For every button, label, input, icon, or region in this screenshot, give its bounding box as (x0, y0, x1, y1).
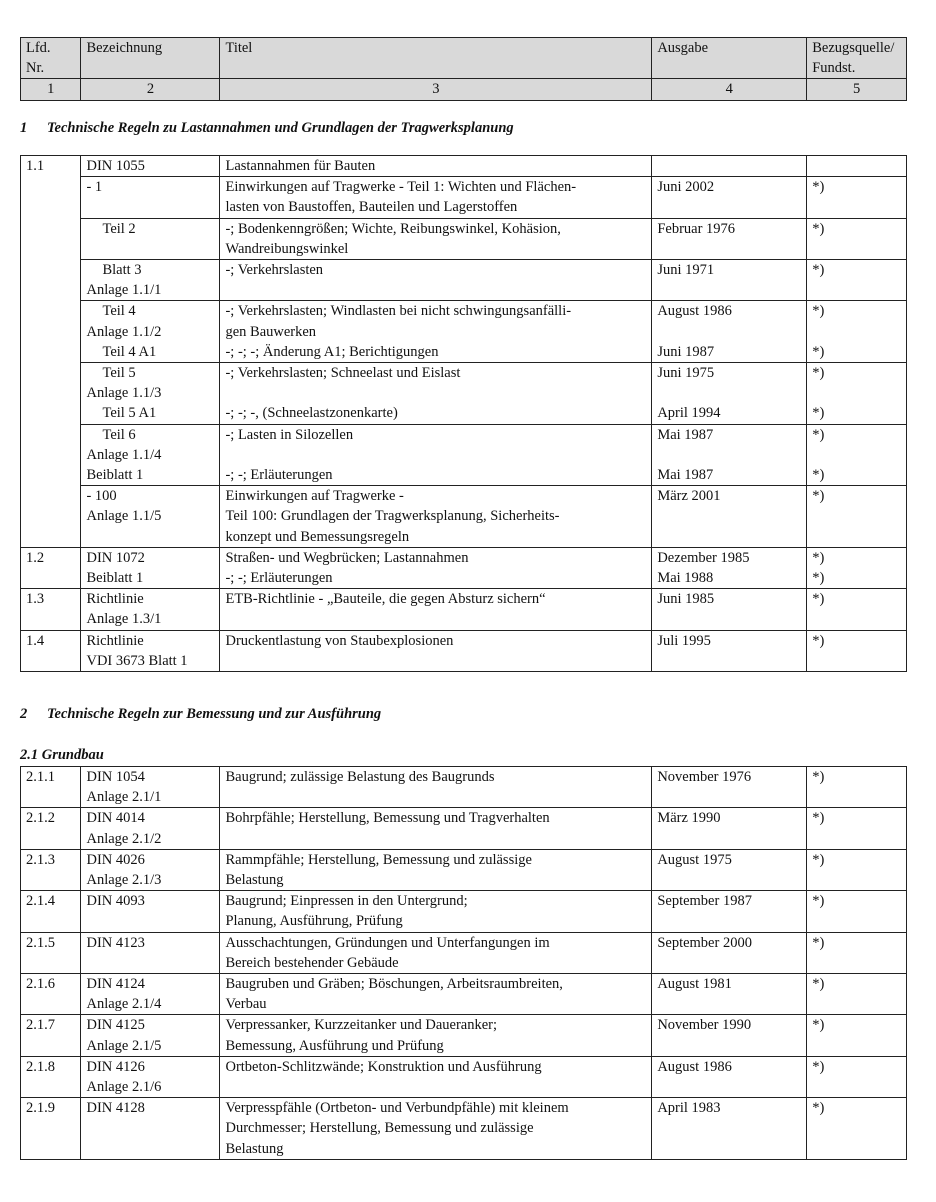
text-line: *) (812, 893, 825, 910)
text-line: Teil 2 (102, 220, 136, 237)
text-line: 2.1.4 (26, 893, 55, 910)
text-line: Richtlinie (86, 632, 144, 649)
section-2-title: Technische Regeln zur Bemessung und zur Ausführung (47, 706, 382, 722)
text-line: -; Verkehrslasten; Windlasten bei nicht schwingungsanfälli- (225, 303, 572, 320)
text-line: Wandreibungswinkel (225, 240, 349, 257)
text-line: *) (812, 769, 825, 785)
table-row (21, 589, 907, 630)
cell-ausgabe (652, 808, 807, 849)
text-line: 2.1.8 (26, 1058, 55, 1075)
text-line: DIN 4125 (86, 1017, 145, 1034)
table-row (21, 849, 907, 890)
text-line: -; -; Erläuterungen (225, 570, 333, 587)
text-line: Verpresspfähle (Ortbeton- und Verbundpfähle) mit kleinem (225, 1100, 569, 1117)
cell-bezugsquelle (807, 1015, 907, 1056)
cell-nr (21, 156, 81, 548)
cell-titel (220, 589, 652, 630)
cell-ausgabe (652, 1056, 807, 1097)
cell-titel (220, 630, 652, 671)
text-line: Anlage 2.1/6 (86, 1079, 162, 1096)
text-line: *) (812, 220, 825, 237)
cell-bezugsquelle (807, 1056, 907, 1097)
text-line: Mai 1987 (657, 467, 714, 484)
text-line: Straßen- und Wegbrücken; Lastannahmen (225, 549, 469, 566)
text-line: 1.2 (26, 549, 45, 566)
text-line: Bereich bestehender Gebäude (225, 954, 399, 971)
cell-ausgabe (652, 301, 807, 363)
text-line: Anlage 2.1/1 (86, 789, 162, 806)
table-row (21, 1015, 907, 1056)
cell-ausgabe (652, 767, 807, 808)
text-line: -; Verkehrslasten; Schneelast und Eislast (225, 365, 461, 382)
table-row (21, 486, 907, 548)
text-line: 1.1 (26, 158, 45, 174)
cell-bezeichnung (81, 218, 220, 259)
text-line (225, 445, 646, 465)
table-row (21, 808, 907, 849)
text-line (657, 445, 801, 465)
table-row (21, 301, 907, 363)
cell-bezeichnung (81, 177, 220, 218)
cell-ausgabe (652, 1015, 807, 1056)
text-line: September 2000 (657, 934, 752, 951)
text-line: Juni 1971 (657, 262, 715, 279)
cell-titel (220, 808, 652, 849)
cell-nr (21, 630, 81, 671)
cell-bezugsquelle (807, 177, 907, 218)
cell-bezeichnung (81, 486, 220, 548)
text-line: Baugrund; Einpressen in den Untergrund; (225, 893, 468, 910)
text-line: *) (812, 405, 825, 422)
cell-bezeichnung (81, 932, 220, 973)
cell-titel (220, 486, 652, 548)
text-line: 2.1.3 (26, 851, 55, 868)
cell-nr (21, 891, 81, 932)
cell-bezeichnung (81, 424, 220, 486)
text-line: Teil 5 (102, 365, 136, 382)
header-col-bezeichnung (81, 38, 220, 79)
text-line: Verbau (225, 996, 267, 1013)
table-row (21, 630, 907, 671)
text-line: Planung, Ausführung, Prüfung (225, 913, 403, 930)
header-col-nr (21, 38, 81, 79)
text-line: -; Bodenkenngrößen; Wichte, Reibungswinkel, Kohäsion, (225, 220, 561, 237)
text-line: - 100 (86, 488, 117, 505)
table-row (21, 260, 907, 301)
text-line: Bemessung, Ausführung und Prüfung (225, 1037, 444, 1054)
cell-nr (21, 547, 81, 588)
cell-bezeichnung (81, 301, 220, 363)
cell-titel (220, 424, 652, 486)
text-line: DIN 4126 (86, 1058, 145, 1075)
text-line: Verpressanker, Kurzzeitanker und Daueranker; (225, 1017, 498, 1034)
text-line: Anlage 2.1/3 (86, 872, 162, 889)
text-line: Fundst. (812, 60, 856, 77)
cell-nr (21, 767, 81, 808)
text-line: DIN 1055 (86, 158, 145, 174)
cell-nr (21, 1056, 81, 1097)
cell-bezeichnung (81, 547, 220, 588)
text-line: *) (812, 1100, 825, 1117)
text-line: 2.1.1 (26, 769, 55, 785)
text-line: September 1987 (657, 893, 752, 910)
text-line: Ausgabe (657, 40, 709, 56)
text-line (812, 156, 901, 176)
text-line: 2.1.7 (26, 1017, 55, 1034)
cell-bezugsquelle (807, 589, 907, 630)
text-line: Beiblatt 1 (86, 570, 144, 587)
text-line: Juli 1995 (657, 632, 711, 649)
text-line: Durchmesser; Herstellung, Bemessung und zulässige (225, 1120, 534, 1137)
table-section-1-body (21, 156, 907, 672)
cell-ausgabe (652, 363, 807, 425)
table-row (21, 218, 907, 259)
cell-bezugsquelle (807, 891, 907, 932)
text-line: Druckentlastung von Staubexplosionen (225, 632, 454, 649)
cell-bezugsquelle (807, 547, 907, 588)
text-line: Einwirkungen auf Tragwerke - Teil 1: Wichten und Flächen- (225, 179, 577, 196)
text-line: ETB-Richtlinie - „Bauteile, die gegen Absturz sichern“ (225, 591, 546, 608)
table-row (21, 547, 907, 588)
text-line: November 1990 (657, 1017, 752, 1034)
cell-ausgabe (652, 424, 807, 486)
cell-ausgabe (652, 156, 807, 177)
text-line: Rammpfähle; Herstellung, Bemessung und zulässige (225, 851, 532, 868)
cell-bezeichnung (81, 156, 220, 177)
text-line: Anlage 2.1/4 (86, 996, 162, 1013)
text-line: Lfd. (26, 40, 51, 56)
text-line: *) (812, 976, 825, 993)
cell-ausgabe (652, 974, 807, 1015)
cell-titel (220, 932, 652, 973)
text-line: Juni 1987 (657, 343, 715, 360)
table-section-2-1 (20, 766, 907, 1160)
section-1-title: Technische Regeln zu Lastannahmen und Grundlagen der Tragwerksplanung (47, 120, 514, 136)
text-line: lasten von Baustoffen, Bauteilen und Lagerstoffen (225, 199, 518, 216)
cell-ausgabe (652, 932, 807, 973)
table-section-1 (20, 155, 907, 672)
text-line: -; -; -; Änderung A1; Berichtigungen (225, 343, 439, 360)
text-line: Anlage 1.1/3 (86, 385, 162, 402)
cell-nr (21, 932, 81, 973)
text-line: Dezember 1985 (657, 549, 750, 566)
text-line: Anlage 2.1/2 (86, 830, 162, 847)
cell-bezeichnung (81, 974, 220, 1015)
table-row (21, 891, 907, 932)
text-line: April 1994 (657, 405, 721, 422)
table-row (21, 1056, 907, 1097)
cell-bezeichnung (81, 630, 220, 671)
header-col-bezugsquelle (807, 38, 907, 79)
text-line: Anlage 1.1/5 (86, 508, 162, 525)
cell-bezugsquelle (807, 260, 907, 301)
cell-ausgabe (652, 849, 807, 890)
cell-bezeichnung (81, 767, 220, 808)
cell-bezugsquelle (807, 849, 907, 890)
text-line: Anlage 1.3/1 (86, 611, 162, 628)
text-line (657, 383, 801, 403)
cell-bezugsquelle (807, 808, 907, 849)
section-1-number: 1 (20, 120, 28, 136)
header-col-ausgabe (652, 38, 807, 79)
text-line: Einwirkungen auf Tragwerke - (225, 488, 404, 505)
cell-nr (21, 849, 81, 890)
text-line (657, 322, 801, 342)
text-line: -; Verkehrslasten (225, 262, 324, 279)
text-line: Teil 100: Grundlagen der Tragwerksplanung, Sicherheits- (225, 508, 560, 525)
text-line: Anlage 1.1/1 (86, 282, 162, 299)
text-line: Teil 4 A1 (102, 343, 157, 360)
text-line: *) (812, 591, 825, 608)
text-line: DIN 4014 (86, 810, 145, 827)
text-line: März 2001 (657, 488, 721, 505)
text-line: Bezugsquelle/ (812, 40, 895, 56)
cell-nr (21, 589, 81, 630)
cell-bezugsquelle (807, 630, 907, 671)
text-line: *) (812, 934, 825, 951)
text-line: Bohrpfähle; Herstellung, Bemessung und Tragverhalten (225, 810, 550, 827)
cell-bezeichnung (81, 363, 220, 425)
text-line (812, 322, 901, 342)
section-2-number: 2 (20, 706, 28, 722)
text-line: Nr. (26, 60, 45, 77)
cell-ausgabe (652, 177, 807, 218)
text-line (225, 383, 646, 403)
header-number-row (21, 79, 907, 100)
text-line: Richtlinie (86, 591, 144, 608)
cell-titel (220, 891, 652, 932)
text-line: 2.1.6 (26, 976, 55, 993)
text-line: Beiblatt 1 (86, 467, 144, 484)
table-row (21, 177, 907, 218)
table-row (21, 363, 907, 425)
text-line: Juni 1975 (657, 365, 715, 382)
cell-titel (220, 849, 652, 890)
header-num-3: 3 (220, 79, 652, 100)
text-line: August 1975 (657, 851, 732, 868)
text-line: DIN 1072 (86, 549, 145, 566)
text-line: 2.1.9 (26, 1100, 55, 1117)
text-line: April 1983 (657, 1100, 721, 1117)
text-line: Februar 1976 (657, 220, 736, 237)
cell-titel (220, 547, 652, 588)
section-1-heading (20, 120, 514, 137)
cell-bezugsquelle (807, 974, 907, 1015)
cell-ausgabe (652, 486, 807, 548)
text-line: Anlage 1.1/4 (86, 446, 162, 463)
cell-bezeichnung (81, 808, 220, 849)
text-line: DIN 4093 (86, 893, 145, 910)
table-row (21, 1098, 907, 1160)
text-line: Teil 6 (102, 426, 136, 443)
text-line: *) (812, 1058, 825, 1075)
text-line: Belastung (225, 872, 284, 889)
table-section-2-1-body (21, 767, 907, 1160)
text-line: Bezeichnung (86, 40, 163, 56)
text-line: *) (812, 365, 825, 382)
text-line: Mai 1988 (657, 570, 714, 587)
text-line: -; -; -, (Schneelastzonenkarte) (225, 405, 398, 422)
header-num-2: 2 (81, 79, 220, 100)
cell-ausgabe (652, 260, 807, 301)
text-line: *) (812, 1017, 825, 1034)
text-line: 2.1.5 (26, 934, 55, 951)
text-line: *) (812, 549, 825, 566)
text-line: August 1986 (657, 303, 732, 320)
text-line: *) (812, 570, 825, 587)
cell-bezeichnung (81, 589, 220, 630)
cell-bezeichnung (81, 1056, 220, 1097)
text-line: August 1986 (657, 1058, 732, 1075)
header-col-titel (220, 38, 652, 79)
text-line: Titel (225, 40, 253, 56)
text-line: *) (812, 343, 825, 360)
text-line: Baugrund; zulässige Belastung des Baugrunds (225, 769, 495, 785)
text-line: Teil 4 (102, 303, 136, 320)
text-line: Mai 1987 (657, 426, 714, 443)
text-line: März 1990 (657, 810, 721, 827)
header-num-4: 4 (652, 79, 807, 100)
text-line: Juni 1985 (657, 591, 715, 608)
cell-ausgabe (652, 891, 807, 932)
cell-titel (220, 1015, 652, 1056)
text-line: Anlage 2.1/5 (86, 1037, 162, 1054)
header-row (21, 38, 907, 79)
cell-bezugsquelle (807, 1098, 907, 1160)
cell-ausgabe (652, 1098, 807, 1160)
cell-bezugsquelle (807, 767, 907, 808)
subsection-2-1-heading: 2.1 Grundbau (20, 747, 104, 763)
table-row (21, 156, 907, 177)
text-line: *) (812, 179, 825, 196)
text-line: *) (812, 262, 825, 279)
text-line: -; -; Erläuterungen (225, 467, 333, 484)
cell-titel (220, 767, 652, 808)
cell-ausgabe (652, 630, 807, 671)
cell-bezeichnung (81, 1098, 220, 1160)
text-line: November 1976 (657, 769, 752, 785)
cell-bezugsquelle (807, 301, 907, 363)
cell-nr (21, 808, 81, 849)
cell-titel (220, 974, 652, 1015)
text-line: DIN 4026 (86, 851, 145, 868)
header-num-1: 1 (21, 79, 81, 100)
text-line: Blatt 3 (102, 262, 142, 279)
text-line: DIN 4124 (86, 976, 145, 993)
table-row (21, 974, 907, 1015)
text-line: DIN 4123 (86, 934, 145, 951)
text-line: gen Bauwerken (225, 323, 317, 340)
cell-bezugsquelle (807, 156, 907, 177)
text-line: DIN 4128 (86, 1100, 145, 1117)
cell-titel (220, 156, 652, 177)
text-line: August 1981 (657, 976, 732, 993)
text-line: Ausschachtungen, Gründungen und Unterfangungen im (225, 934, 550, 951)
text-line: Baugruben und Gräben; Böschungen, Arbeitsraumbreiten, (225, 976, 563, 993)
cell-bezeichnung (81, 891, 220, 932)
cell-titel (220, 260, 652, 301)
cell-bezugsquelle (807, 932, 907, 973)
text-line: *) (812, 467, 825, 484)
text-line: Teil 5 A1 (102, 405, 157, 422)
text-line: 1.4 (26, 632, 45, 649)
cell-titel (220, 1056, 652, 1097)
section-2-heading (20, 706, 381, 723)
header-table (20, 37, 907, 101)
text-line: konzept und Bemessungsregeln (225, 528, 410, 545)
text-line: *) (812, 810, 825, 827)
cell-bezugsquelle (807, 218, 907, 259)
cell-bezugsquelle (807, 363, 907, 425)
text-line: *) (812, 632, 825, 649)
cell-ausgabe (652, 218, 807, 259)
text-line: VDI 3673 Blatt 1 (86, 652, 188, 669)
cell-bezeichnung (81, 849, 220, 890)
table-row (21, 424, 907, 486)
text-line: -; Lasten in Silozellen (225, 426, 354, 443)
cell-nr (21, 1015, 81, 1056)
cell-titel (220, 218, 652, 259)
text-line: DIN 1054 (86, 769, 145, 785)
text-line: Anlage 1.1/2 (86, 323, 162, 340)
text-line: *) (812, 303, 825, 320)
text-line: *) (812, 851, 825, 868)
cell-ausgabe (652, 547, 807, 588)
text-line: Belastung (225, 1140, 284, 1157)
cell-nr (21, 1098, 81, 1160)
cell-ausgabe (652, 589, 807, 630)
text-line: *) (812, 426, 825, 443)
cell-titel (220, 1098, 652, 1160)
table-row (21, 932, 907, 973)
text-line: Lastannahmen für Bauten (225, 158, 376, 174)
header-num-5: 5 (807, 79, 907, 100)
cell-titel (220, 363, 652, 425)
cell-nr (21, 974, 81, 1015)
text-line: - 1 (86, 179, 103, 196)
text-line (812, 445, 901, 465)
cell-bezugsquelle (807, 424, 907, 486)
cell-bezugsquelle (807, 486, 907, 548)
text-line (657, 156, 801, 176)
text-line: 1.3 (26, 591, 45, 608)
cell-bezeichnung (81, 260, 220, 301)
text-line: 2.1.2 (26, 810, 55, 827)
text-line: Juni 2002 (657, 179, 715, 196)
cell-bezeichnung (81, 1015, 220, 1056)
cell-titel (220, 301, 652, 363)
text-line: Ortbeton-Schlitzwände; Konstruktion und Ausführung (225, 1058, 542, 1075)
table-row (21, 767, 907, 808)
text-line: *) (812, 488, 825, 505)
text-line (812, 383, 901, 403)
cell-titel (220, 177, 652, 218)
